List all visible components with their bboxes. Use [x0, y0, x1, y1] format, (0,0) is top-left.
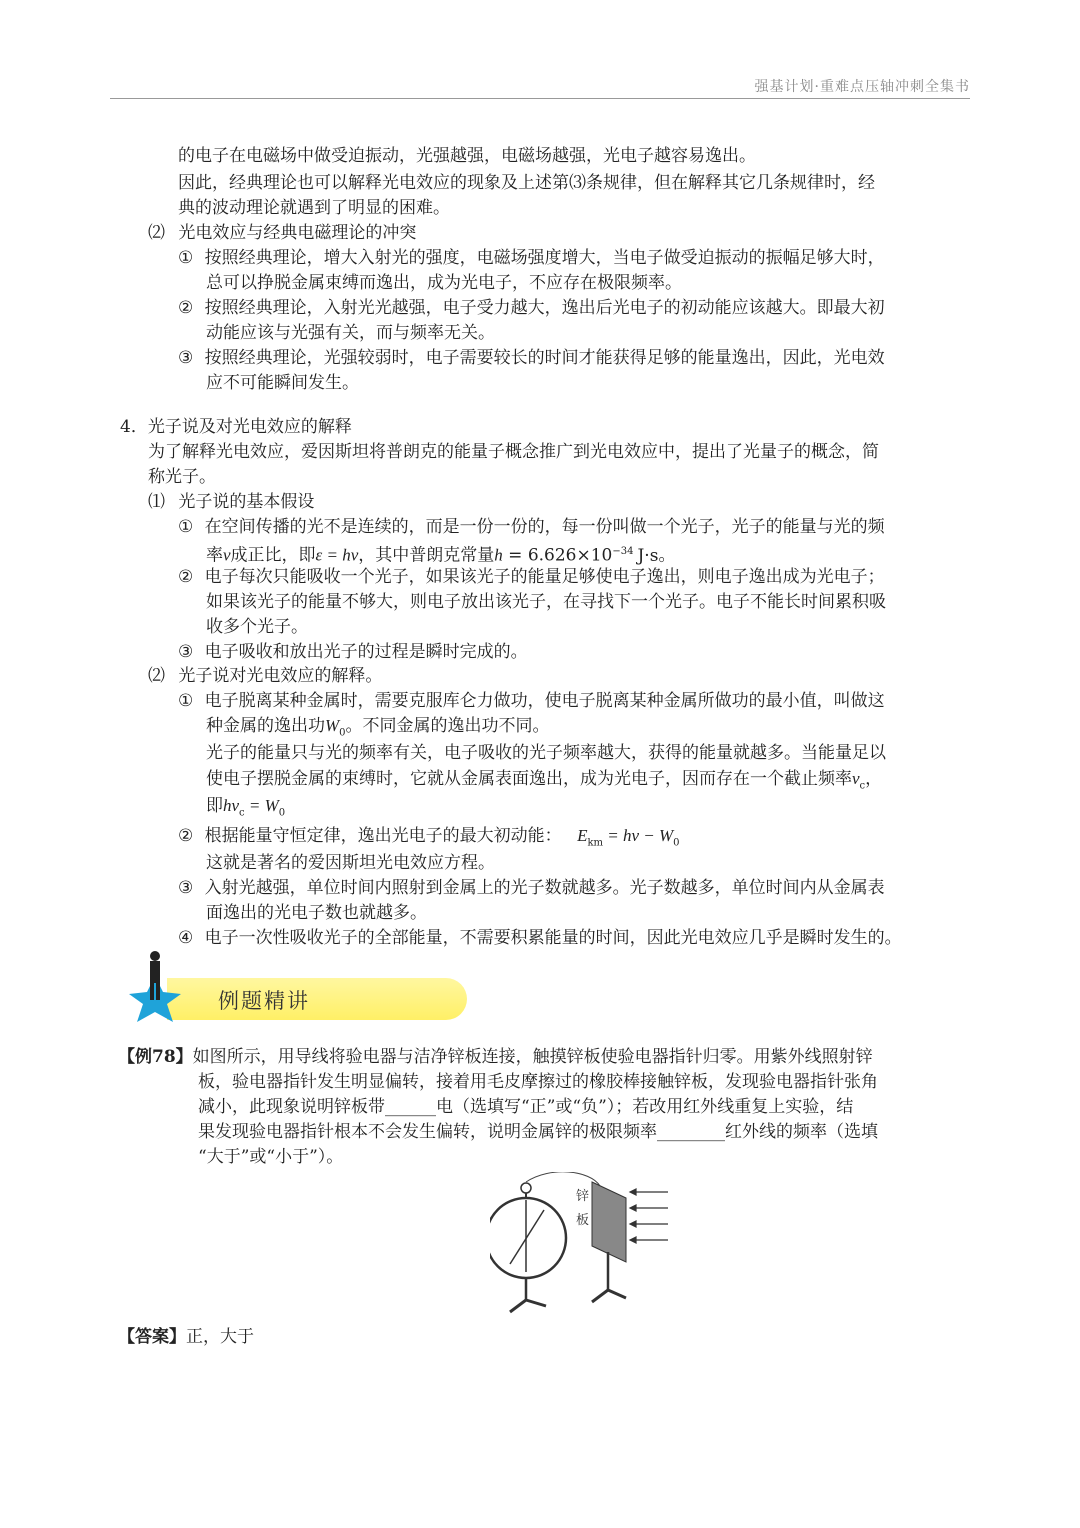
formula-part: = hν − W	[603, 826, 674, 845]
subscript: 0	[339, 727, 346, 739]
text-fragment: 使电子摆脱金属的束缚时，它就从金属表面逸出，成为光电子，因而存在一个截止频率	[206, 769, 852, 789]
subsection-number: ⑵	[148, 223, 165, 243]
list-number: ②	[178, 298, 194, 318]
formula-energy: ε = hν	[315, 545, 359, 565]
answer-line	[118, 1322, 254, 1347]
paragraph-line: 因此，经典理论也可以解释光电效应的现象及上述第⑶条规律，但在解释其它几条规律时，经	[178, 173, 875, 193]
list-text: 应不可能瞬间发生。	[206, 373, 359, 393]
page-header	[110, 70, 970, 99]
list-item	[178, 641, 528, 663]
list-item	[178, 877, 885, 899]
list-text: 按照经典理论，入射光光越强，电子受力越大，逸出后光电子的初动能应该越大。即最大初	[204, 298, 885, 318]
subsection-number: ⑴	[148, 492, 165, 512]
text-fragment: 率	[206, 545, 223, 566]
subscript: 0	[278, 807, 286, 819]
list-text: 光子的能量只与光的频率有关，电子吸收的光子频率越大，获得的能量就越多。当能量足以	[206, 743, 886, 763]
light-arrows	[630, 1189, 668, 1243]
list-item	[178, 825, 680, 854]
subsection-heading	[148, 491, 314, 513]
list-item	[178, 247, 885, 269]
star-person-icon	[115, 948, 195, 1028]
formula-line	[206, 768, 882, 797]
subsection-number: ⑵	[148, 666, 165, 686]
zinc-label: 锌	[576, 1189, 590, 1204]
list-item	[178, 927, 902, 949]
work-function-symbol: W	[325, 716, 340, 735]
text-fragment: 。	[658, 545, 676, 566]
formula-part: hν	[223, 796, 240, 815]
list-text: 电子每次只能吸收一个光子，如果该光子的能量足够使电子逸出，则电子逸出成为光电子；	[204, 567, 885, 587]
paragraph-line: 称光子。	[148, 467, 216, 487]
subscript: km	[587, 837, 603, 849]
list-number: ③	[178, 878, 194, 898]
text-fragment: 成正比，即	[230, 545, 316, 566]
list-text: 按照经典理论，光强较弱时，电子需要较长的时间才能获得足够的能量逸出，因此，光电效	[204, 348, 885, 368]
formula-line	[206, 795, 285, 824]
formula-line	[206, 541, 675, 567]
list-number: ②	[178, 826, 194, 846]
example-text: 减小，此现象说明锌板带______电（选填写“正”或“负”）；若改用红外线重复上实验，结	[198, 1097, 854, 1117]
answer-tag: 【答案】	[118, 1327, 186, 1347]
list-number: ④	[178, 928, 194, 948]
formula-part: = W	[244, 796, 279, 815]
text-fragment: 。不同金属的逸出功不同。	[345, 716, 550, 736]
planck-exponent: −34	[612, 546, 634, 557]
paragraph-line: 典的波动理论就遇到了明显的困难。	[178, 198, 450, 218]
subsection-title: 光子说的基本假设	[178, 492, 315, 512]
planck-unit: J·s	[637, 545, 659, 566]
planck-value: = 6.626×10	[502, 545, 613, 566]
list-text: 如果该光子的能量不够大，则电子放出该光子，在寻找下一个光子。电子不能长时间累积吸	[206, 592, 886, 612]
subscript: c	[239, 807, 245, 819]
answer-text: 正，大于	[186, 1327, 254, 1347]
list-number: ③	[178, 642, 194, 662]
text-fragment: 种金属的逸出功	[206, 716, 325, 736]
list-text: 总可以挣脱金属束缚而逸出，成为光电子，不应存在极限频率。	[206, 273, 682, 293]
list-item	[178, 690, 885, 712]
list-text: 根据能量守恒定律，逸出光电子的最大初动能：	[204, 826, 562, 846]
text-fragment: ，其中普朗克常量	[358, 545, 495, 566]
list-number: ①	[178, 691, 194, 711]
section-number: 4．	[120, 417, 148, 437]
list-item	[178, 516, 885, 538]
nu-symbol: ν	[223, 545, 231, 565]
list-text: 电子吸收和放出光子的过程是瞬时完成的。	[204, 642, 528, 662]
section-heading	[120, 416, 352, 438]
example-text: 板，验电器指针发生明显偏转，接着用毛皮摩擦过的橡胶棒接触锌板，发现验电器指针张角	[198, 1072, 878, 1092]
list-number: ②	[178, 567, 194, 587]
subscript: c	[859, 780, 866, 792]
list-text: 在空间传播的光不是连续的，而是一份一份的，每一份叫做一个光子，光子的能量与光的频	[204, 517, 885, 537]
list-text: 收多个光子。	[206, 617, 308, 637]
list-item	[178, 347, 885, 369]
nu-symbol: ν	[852, 769, 860, 788]
formula-part: E	[577, 826, 588, 845]
formula-line	[206, 715, 550, 744]
list-number: ①	[178, 517, 194, 537]
banner-bar	[167, 978, 467, 1020]
list-number: ③	[178, 348, 194, 368]
subsection-heading	[148, 222, 416, 244]
list-text: 按照经典理论，增大入射光的强度，电磁场强度增大，当电子做受迫振动的振幅足够大时，	[204, 248, 885, 268]
electroscope-figure	[490, 1172, 680, 1320]
paragraph-line: 的电子在电磁场中做受迫振动，光强越强，电磁场越强，光电子越容易逸出。	[178, 146, 756, 166]
example-text: “大于”或“小于”）。	[198, 1147, 344, 1167]
list-text: 面逸出的光电子数也就越多。	[206, 903, 427, 923]
list-item	[178, 566, 885, 588]
list-text: 动能应该与光强有关，而与频率无关。	[206, 323, 495, 343]
example-text: 果发现验电器指针根本不会发生偏转，说明金属锌的极限频率________红外线的频率（选填	[198, 1122, 878, 1142]
text-fragment: 即	[206, 796, 223, 816]
plate-label: 板	[576, 1213, 590, 1228]
list-number: ①	[178, 248, 194, 268]
subscript: 0	[673, 837, 680, 849]
header-title: 强基计划·重难点压轴冲刺全集书	[754, 79, 970, 95]
banner-label: 例题精讲	[218, 989, 310, 1013]
subsection-heading	[148, 665, 382, 687]
subsection-title: 光子说对光电效应的解释。	[178, 666, 383, 686]
paragraph-line: 为了解释光电效应，爱因斯坦将普朗克的能量子概念推广到光电效应中，提出了光量子的概念，简	[148, 442, 879, 462]
planck-symbol: h	[494, 545, 503, 565]
subsection-title: 光电效应与经典电磁理论的冲突	[178, 223, 417, 243]
text-fragment: ，	[865, 769, 883, 789]
list-text: 电子一次性吸收光子的全部能量，不需要积累能量的时间，因此光电效应几乎是瞬时发生的。	[204, 928, 902, 948]
list-text: 这就是著名的爱因斯坦光电效应方程。	[206, 853, 495, 873]
list-text: 电子脱离某种金属时，需要克服库仑力做功，使电子脱离某种金属所做功的最小值，叫做这	[204, 691, 885, 711]
list-item	[178, 297, 885, 319]
example-text: 如图所示，用导线将验电器与洁净锌板连接，触摸锌板使验电器指针归零。用紫外线照射锌	[192, 1047, 873, 1067]
section-title: 光子说及对光电效应的解释	[147, 417, 352, 437]
example-question	[118, 1046, 873, 1068]
list-text: 入射光越强，单位时间内照射到金属上的光子数就越多。光子数越多，单位时间内从金属表	[204, 878, 885, 898]
example-tag: 【例78】	[118, 1047, 193, 1067]
